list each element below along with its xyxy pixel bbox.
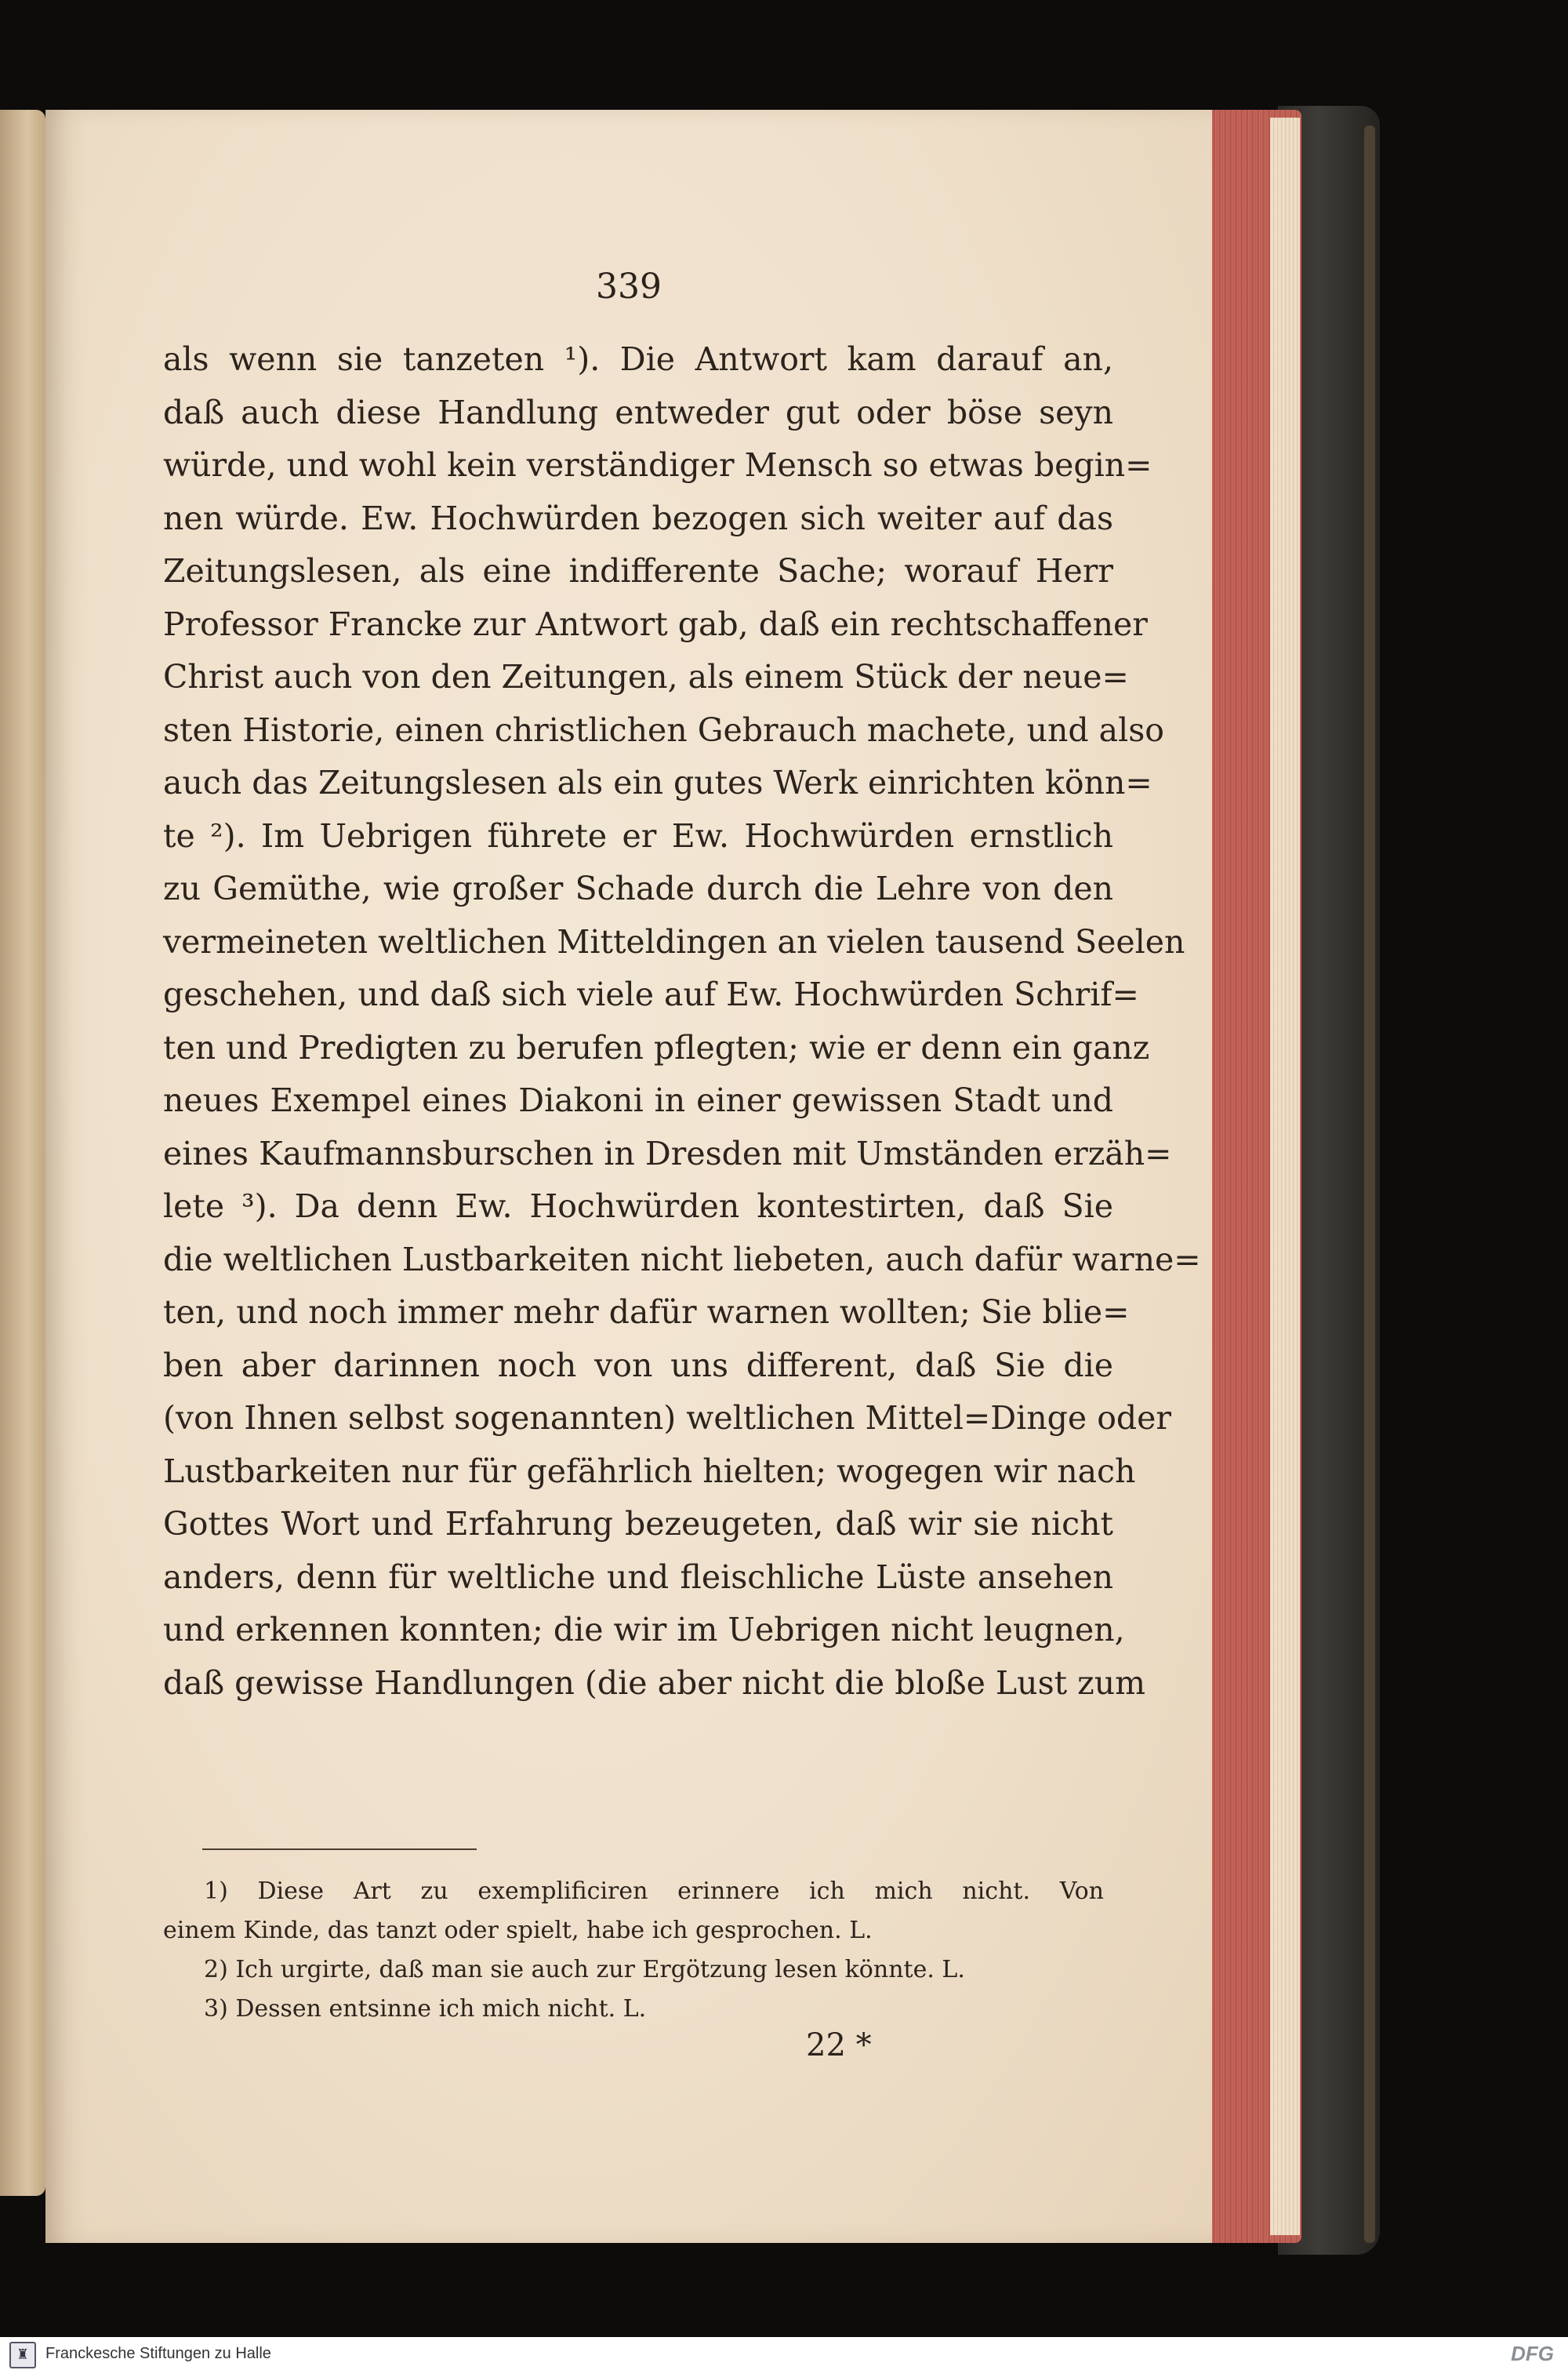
text-line: lete ³). Da denn Ew. Hochwürden kontestirten, daß Sie [163,1187,1113,1225]
text-line: Professor Francke zur Antwort gab, daß ein rechtschaffener [163,605,1148,643]
text-line: Lustbarkeiten nur für gefährlich hielten; wogegen wir nach [163,1452,1136,1490]
footnote-line: 1) Diese Art zu exemplificiren erinnere ich mich nicht. Von [204,1877,1104,1905]
text-line: (von Ihnen selbst sogenannten) weltlichen Mittel=Dinge oder [163,1399,1172,1437]
text-line: eines Kaufmannsburschen in Dresden mit Umständen erzäh= [163,1134,1172,1172]
text-line: te ²). Im Uebrigen führete er Ew. Hochwürden ernstlich [163,816,1113,855]
text-line: als wenn sie tanzeten ¹). Die Antwort kam darauf an, [163,340,1113,378]
institution-name: Franckesche Stiftungen zu Halle [45,2345,271,2362]
text-line: die weltlichen Lustbarkeiten nicht liebeten, auch dafür warne= [163,1240,1201,1278]
text-line: daß auch diese Handlung entweder gut oder böse seyn [163,393,1113,431]
footnotes [163,1872,1104,2029]
institution-logo-icon: ♜ [9,2342,36,2368]
text-line: zu Gemüthe, wie großer Schade durch die Lehre von den [163,870,1113,907]
text-line: ten und Predigten zu berufen pflegten; wie er denn ein ganz [163,1028,1150,1067]
page-number: 339 [596,267,662,307]
text-line: Christ auch von den Zeitungen, als einem Stück der neue= [163,658,1129,696]
footnote-line: 3) Dessen entsinne ich mich nicht. L. [204,1995,647,2023]
text-line: vermeineten weltlichen Mitteldingen an vielen tausend Seelen [163,922,1185,961]
footer-bar [0,2337,1568,2370]
book-page [45,110,1212,2243]
text-line: nen würde. Ew. Hochwürden bezogen sich weiter auf das [163,499,1113,537]
footnote-line: einem Kinde, das tanzt oder spielt, habe ich gesprochen. L. [163,1917,873,1944]
text-line: und erkennen konnten; die wir im Uebrigen nicht leugnen, [163,1611,1125,1648]
text-line: neues Exempel eines Diakoni in einer gewissen Stadt und [163,1081,1113,1119]
text-line: geschehen, und daß sich viele auf Ew. Hochwürden Schrif= [163,976,1139,1013]
previous-page-edge [0,110,45,2196]
text-line: sten Historie, einen christlichen Gebrauch machete, und also [163,711,1164,749]
signature-mark: 22 * [806,2027,872,2063]
dfg-logo: DFG [1511,2342,1554,2365]
text-line: ben aber darinnen noch von uns different, daß Sie die [163,1346,1113,1384]
page-edges [1270,118,1300,2235]
text-line: daß gewisse Handlungen (die aber nicht die bloße Lust zum [163,1663,1146,1702]
body-text [163,333,1201,1710]
text-line: ten, und noch immer mehr dafür warnen wollten; Sie blie= [163,1293,1130,1331]
text-line: Gottes Wort und Erfahrung bezeugeten, daß wir sie nicht [163,1505,1113,1543]
footnote-line: 2) Ich urgirte, daß man sie auch zur Ergötzung lesen könnte. L. [204,1956,965,1983]
text-line: würde, und wohl kein verständiger Mensch so etwas begin= [163,446,1152,484]
cover-edge [1364,125,1375,2243]
text-line: Zeitungslesen, als eine indifferente Sache; worauf Herr [163,552,1113,590]
text-line: anders, denn für weltliche und fleischliche Lüste ansehen [163,1558,1113,1596]
text-line: auch das Zeitungslesen als ein gutes Werk einrichten könn= [163,764,1152,802]
footnote-rule [202,1848,477,1850]
